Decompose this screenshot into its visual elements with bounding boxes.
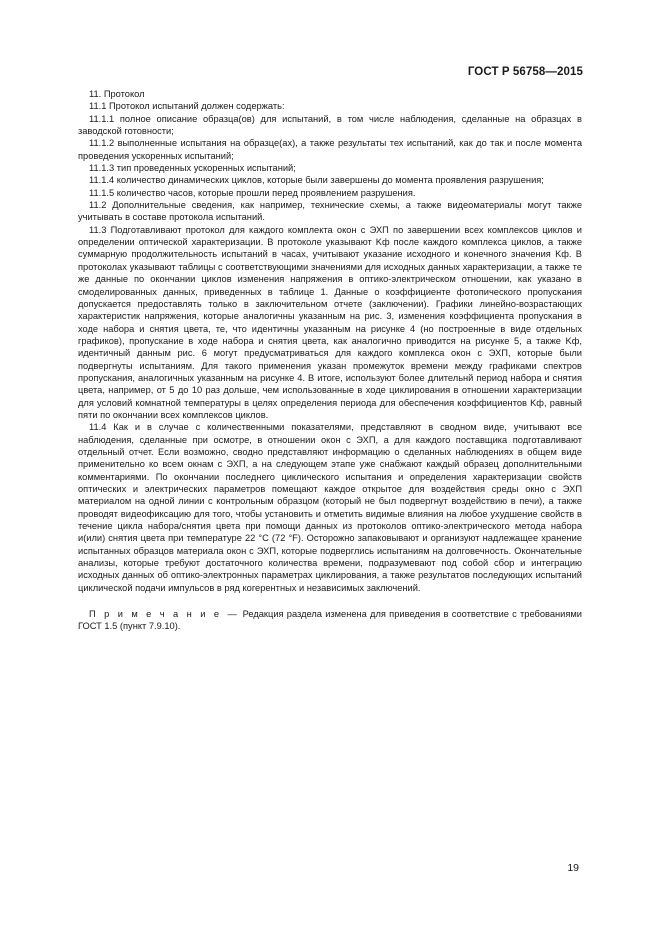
paragraph-11-1-1: 11.1.1 полное описание образца(ов) для испытаний, в том числе наблюдения, сделанные на образцах в заводской готовности; [78, 113, 582, 137]
paragraph-11-1: 11.1 Протокол испытаний должен содержать: [89, 101, 285, 112]
page-number: 19 [567, 862, 579, 874]
paragraph-11-1-2: 11.1.2 выполненные испытания на образце(ах), а также результаты тех испытаний, как до так и после момента проведения ускоренных испытаний; [78, 138, 582, 161]
note-label: П р и м е ч а н и е — [89, 609, 240, 620]
paragraph-11-1-3: 11.1.3 тип проведенных ускоренных испытаний; [89, 163, 296, 174]
document-body [78, 88, 582, 633]
note-text: Редакция раздела изменена для приведения в соответствие с требованиями ГОСТ 1.5 (пункт 7.9.10). [78, 609, 582, 632]
paragraph-11-1-5: 11.1.5 количество часов, которые прошли перед проявлением разрушения. [89, 187, 416, 198]
section-heading: 11. Протокол [89, 89, 145, 99]
standard-designation: ГОСТ Р 56758—2015 [467, 66, 583, 78]
paragraph-11-2: 11.2 Дополнительные сведения, как например, технические схемы, а также видеоматериалы могут также учитывать в составе протокола испытаний. [78, 200, 582, 223]
paragraph-11-1-4: 11.1.4 количество динамических циклов, которые были завершены до момента проявления разрушения; [89, 175, 544, 186]
note [78, 608, 582, 633]
paragraph-11-3: 11.3 Подготавливают протокол для каждого комплекта окон с ЭХП по завершении всех комплексов циклов и определении оптической характеризации. В протоколе указывают Kф после каждого комплекса циклов, а также суммарную продолжительность испытаний в часах, учитывают указание исходного и конечного значения Kф. В протоколах указывают таблицы с соответствующими значениями для исходных данных характеризации, а также те же данные по окончании циклов изменения напряжения в оптико-электрическом отношении, как указано в смоделированных данных, приведенных в таблице 1. Данные о коэффициенте фотопического пропускания допускается предоставлять только в заключительном отчете (заключении). Графики линейно-возрастающих характеристик напряжения, которые аналогичны указанным на рис. 3, изменения коэффициента пропускания в ходе набора и снятия цвета, те, что идентичны указанным на рисунке 4 (но построенные в виде отдельных графиков), пропускание в ходе набора и снятия цвета, как аналогично приводится на рисунке 5, а также Kф, идентичный данным рис. 6 могут предусматриваться для каждого комплекса окон с ЭХП, которые были подвергнуты испытаниям. Для такого применения указан промежуток времени между графиками спектров пропускания, аналогичных указанным на рисунке 4. В итоге, используют более длительнй период набора и снятия цвета, например, от 5 до 10 раз дольше, чем использованные в ходе циклирования в отношении характеризации для условий комнатной температуры в целях определения периода для обеспечения коэффициентов Kф, равный пяти по окончании всех комплексов циклов. [78, 224, 582, 420]
paragraph-11-4: 11.4 Как и в случае с количественными показателями, представляют в сводном виде, учитывают все наблюдения, сделанные при осмотре, в отношении окон с ЭХП, а для каждого поставщика подготавливают отдельный отчет. Если возможно, сводно представляют информацию о сделанных наблюдениях в общем виде применительно ко всем окнам с ЭХП, а на следующем этапе уже снабжают каждый образец дополнительными комментариями. По окончании последнего циклического испытания и определения характеризации свойств оптических и электрических параметров помещают каждое открытое для воздействия среды окно с ЭХП материалом на одной линии с контрольным образцом (который не был подвергнут воздействию в печи), а также проводят видеофиксацию для того, чтобы установить и отметить видимые влияния на любое ухудшение свойств в течение цикла набора/снятия цвета при помощи данных из протоколов оптико-электрического метода набора и(или) снятия цвета при температуре 22 °С (72 °F). Осторожно запаковывают и организуют надлежащее хранение испытанных образцов материала окон с ЭХП, которые подверглись испытаниям на долговечность. Окончательные анализы, которые требуют достаточного количества времени, подразумевают под собой сбор и интеграцию исходных данных об оптико-электронных параметрах циклирования, а также результатов последующих испытаний циклической подачи импульсов в ряд когерентных и независимых заключений. [78, 422, 582, 593]
